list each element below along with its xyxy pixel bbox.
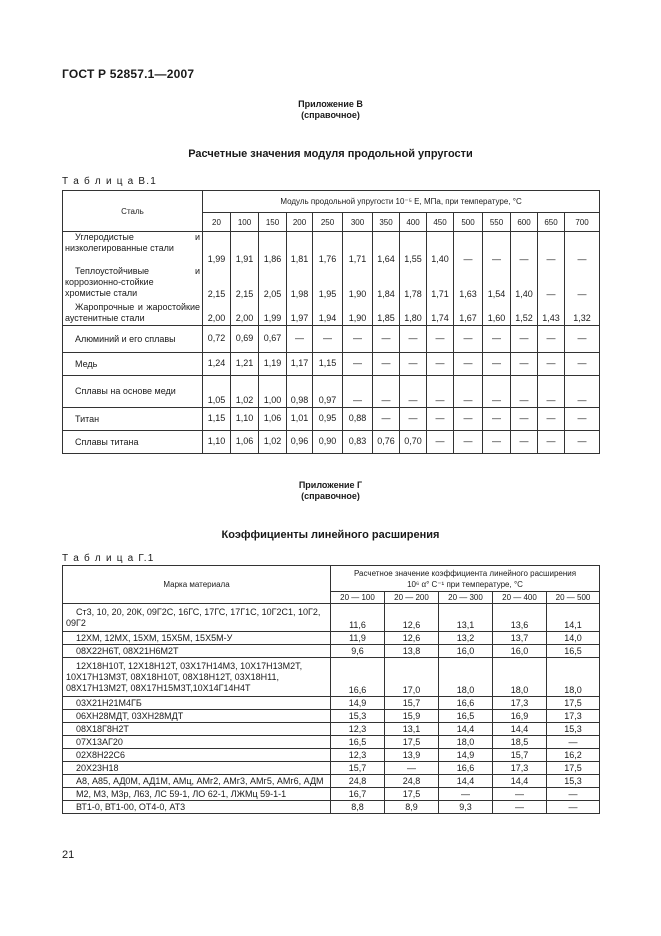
cell-value: 1,21 bbox=[231, 353, 259, 376]
table-row bbox=[63, 710, 600, 723]
col-coef-line2: 10⁶ α° С⁻¹ при температуре, °С bbox=[407, 579, 523, 589]
row-label: Сплавы титана bbox=[63, 431, 203, 454]
cell-value: — bbox=[373, 408, 400, 431]
cell-value: 14,9 bbox=[439, 749, 493, 762]
cell-value: — bbox=[373, 376, 400, 408]
cell-value: — bbox=[313, 326, 343, 353]
cell-value: — bbox=[565, 326, 600, 353]
temp-header: 300 bbox=[343, 213, 373, 232]
cell-value: — bbox=[565, 376, 600, 408]
cell-value: 1,76 bbox=[313, 232, 343, 267]
cell-value: 1,19 bbox=[259, 353, 287, 376]
cell-value: — bbox=[483, 326, 511, 353]
cell-value: 1,52 bbox=[511, 301, 538, 326]
table-row bbox=[63, 632, 600, 645]
table-row bbox=[63, 604, 600, 632]
cell-value: 15,3 bbox=[547, 723, 600, 736]
cell-value: — bbox=[427, 353, 454, 376]
temp-header: 100 bbox=[231, 213, 259, 232]
row-label: 08Х18Г8Н2Т bbox=[63, 723, 331, 736]
cell-value: 16,5 bbox=[439, 710, 493, 723]
row-label: Титан bbox=[63, 408, 203, 431]
cell-value: 16,6 bbox=[439, 697, 493, 710]
table-row bbox=[63, 408, 600, 431]
cell-value: 13,2 bbox=[439, 632, 493, 645]
cell-value: 17,5 bbox=[385, 788, 439, 801]
row-label: Углеродистые и низколегированные стали bbox=[63, 232, 203, 267]
cell-value: 16,7 bbox=[331, 788, 385, 801]
table-row bbox=[63, 645, 600, 658]
row-label: 06ХН28МДТ, 03ХН28МДТ bbox=[63, 710, 331, 723]
appendix-v-title: Приложение В bbox=[298, 99, 363, 109]
cell-value: 1,06 bbox=[259, 408, 287, 431]
cell-value: 0,96 bbox=[287, 431, 313, 454]
range-header: 20 — 400 bbox=[493, 592, 547, 604]
cell-value: 15,3 bbox=[547, 775, 600, 788]
cell-value: 1,64 bbox=[373, 232, 400, 267]
temp-header: 600 bbox=[511, 213, 538, 232]
cell-value: 1,85 bbox=[373, 301, 400, 326]
cell-value: — bbox=[547, 788, 600, 801]
row-label: А8, А85, АД0М, АД1М, АМц, АМг2, АМг3, АМг5, АМг6, АДМ bbox=[63, 775, 331, 788]
cell-value: 1,10 bbox=[231, 408, 259, 431]
cell-value: 0,98 bbox=[287, 376, 313, 408]
row-label: Жаропрочные и жаростойкие аустенитные стали bbox=[63, 301, 203, 326]
table-row bbox=[63, 376, 600, 408]
col-material-header: Марка материала bbox=[63, 566, 331, 604]
cell-value: — bbox=[287, 326, 313, 353]
cell-value: 17,3 bbox=[547, 710, 600, 723]
temp-header: 150 bbox=[259, 213, 287, 232]
cell-value: — bbox=[400, 326, 427, 353]
cell-value: — bbox=[565, 266, 600, 301]
cell-value: — bbox=[511, 408, 538, 431]
table-row bbox=[63, 723, 600, 736]
cell-value: 0,88 bbox=[343, 408, 373, 431]
range-header: 20 — 500 bbox=[547, 592, 600, 604]
table-row bbox=[63, 801, 600, 814]
table-row bbox=[63, 232, 600, 267]
cell-value: — bbox=[343, 326, 373, 353]
cell-value: — bbox=[439, 788, 493, 801]
temp-header: 500 bbox=[454, 213, 483, 232]
cell-value: 1,24 bbox=[203, 353, 231, 376]
cell-value: 1,71 bbox=[343, 232, 373, 267]
cell-value: 15,3 bbox=[331, 710, 385, 723]
cell-value: 13,1 bbox=[439, 604, 493, 632]
cell-value: 2,00 bbox=[231, 301, 259, 326]
cell-value: — bbox=[483, 232, 511, 267]
cell-value: 24,8 bbox=[385, 775, 439, 788]
temp-header: 400 bbox=[400, 213, 427, 232]
cell-value: 14,4 bbox=[493, 723, 547, 736]
cell-value: — bbox=[427, 376, 454, 408]
cell-value: 12,3 bbox=[331, 723, 385, 736]
table-v1-caption: Т а б л и ц а В.1 bbox=[62, 176, 157, 187]
cell-value: 1,71 bbox=[427, 266, 454, 301]
cell-value: 2,05 bbox=[259, 266, 287, 301]
cell-value: — bbox=[483, 376, 511, 408]
cell-value: 13,9 bbox=[385, 749, 439, 762]
cell-value: 14,1 bbox=[547, 604, 600, 632]
table-row bbox=[63, 266, 600, 301]
cell-value: 17,0 bbox=[385, 658, 439, 697]
cell-value: — bbox=[427, 431, 454, 454]
cell-value: 24,8 bbox=[331, 775, 385, 788]
table-v1 bbox=[62, 190, 600, 454]
cell-value: 1,84 bbox=[373, 266, 400, 301]
cell-value: — bbox=[538, 266, 565, 301]
cell-value: — bbox=[547, 801, 600, 814]
cell-value: — bbox=[454, 232, 483, 267]
cell-value: 1,99 bbox=[203, 232, 231, 267]
appendix-g-title: Приложение Г bbox=[298, 480, 363, 490]
row-label: Медь bbox=[63, 353, 203, 376]
cell-value: 15,9 bbox=[385, 710, 439, 723]
table-g1-caption: Т а б л и ц а Г.1 bbox=[62, 553, 155, 564]
cell-value: 1,81 bbox=[287, 232, 313, 267]
temp-header: 450 bbox=[427, 213, 454, 232]
cell-value: 11,9 bbox=[331, 632, 385, 645]
row-label: 12ХМ, 12МХ, 15ХМ, 15Х5М, 15Х5М-У bbox=[63, 632, 331, 645]
cell-value: 17,3 bbox=[493, 697, 547, 710]
cell-value: 16,2 bbox=[547, 749, 600, 762]
cell-value: 0,90 bbox=[313, 431, 343, 454]
temp-header: 20 bbox=[203, 213, 231, 232]
cell-value: — bbox=[483, 431, 511, 454]
cell-value: 14,4 bbox=[439, 723, 493, 736]
cell-value: 0,72 bbox=[203, 326, 231, 353]
cell-value: — bbox=[385, 762, 439, 775]
cell-value: 9,6 bbox=[331, 645, 385, 658]
col-coef-line1: Расчетное значение коэффициента линейного расширения bbox=[353, 568, 577, 578]
cell-value: 1,67 bbox=[454, 301, 483, 326]
appendix-g-note: (справочное) bbox=[301, 491, 360, 501]
cell-value: — bbox=[427, 408, 454, 431]
cell-value: 15,7 bbox=[493, 749, 547, 762]
cell-value: 2,15 bbox=[231, 266, 259, 301]
cell-value: — bbox=[343, 353, 373, 376]
row-label: 07Х13АГ20 bbox=[63, 736, 331, 749]
table-row bbox=[63, 749, 600, 762]
row-label: Теплоустойчивые и коррозионно-стойкие хромистые стали bbox=[63, 266, 203, 301]
row-label: Сплавы на основе меди bbox=[63, 376, 203, 408]
range-header: 20 — 200 bbox=[385, 592, 439, 604]
table-row bbox=[63, 788, 600, 801]
cell-value: 9,3 bbox=[439, 801, 493, 814]
cell-value: 1,32 bbox=[565, 301, 600, 326]
cell-value: — bbox=[483, 353, 511, 376]
row-label: 12Х18Н10Т, 12Х18Н12Т, 03Х17Н14М3, 10Х17Н13М2Т, 10Х17Н13М3Т, 08Х18Н10Т, 08Х18Н12Т, 03Х18Н11, 08Х17Н13М2Т, 08Х17Н15М3Т,10Х14Г14Н4Т bbox=[63, 658, 331, 697]
cell-value: — bbox=[400, 353, 427, 376]
row-label: 20Х23Н18 bbox=[63, 762, 331, 775]
cell-value: 1,06 bbox=[231, 431, 259, 454]
cell-value: — bbox=[454, 353, 483, 376]
cell-value: 1,43 bbox=[538, 301, 565, 326]
page-number: 21 bbox=[62, 849, 75, 861]
cell-value: 16,6 bbox=[331, 658, 385, 697]
table-row bbox=[63, 775, 600, 788]
cell-value: 14,0 bbox=[547, 632, 600, 645]
row-label: ВТ1-0, ВТ1-00, ОТ4-0, АТ3 bbox=[63, 801, 331, 814]
cell-value: 12,6 bbox=[385, 604, 439, 632]
table-row bbox=[63, 301, 600, 326]
cell-value: 1,95 bbox=[313, 266, 343, 301]
cell-value: — bbox=[511, 431, 538, 454]
cell-value: 13,7 bbox=[493, 632, 547, 645]
table-row bbox=[63, 353, 600, 376]
cell-value: — bbox=[454, 408, 483, 431]
cell-value: 16,0 bbox=[493, 645, 547, 658]
range-header: 20 — 300 bbox=[439, 592, 493, 604]
cell-value: 16,5 bbox=[331, 736, 385, 749]
cell-value: 0,76 bbox=[373, 431, 400, 454]
cell-value: 0,69 bbox=[231, 326, 259, 353]
cell-value: 1,55 bbox=[400, 232, 427, 267]
row-label: Ст3, 10, 20, 20К, 09Г2С, 16ГС, 17ГС, 17Г1С, 10Г2С1, 10Г2, 09Г2 bbox=[63, 604, 331, 632]
cell-value: — bbox=[454, 431, 483, 454]
row-label: 08Х22Н6Т, 08Х21Н6М2Т bbox=[63, 645, 331, 658]
cell-value: 1,86 bbox=[259, 232, 287, 267]
cell-value: 1,17 bbox=[287, 353, 313, 376]
cell-value: 1,54 bbox=[483, 266, 511, 301]
cell-value: 16,0 bbox=[439, 645, 493, 658]
cell-value: 17,5 bbox=[547, 697, 600, 710]
table-row bbox=[63, 762, 600, 775]
cell-value: — bbox=[493, 788, 547, 801]
cell-value: 1,98 bbox=[287, 266, 313, 301]
cell-value: 17,5 bbox=[385, 736, 439, 749]
cell-value: 1,05 bbox=[203, 376, 231, 408]
cell-value: 18,5 bbox=[493, 736, 547, 749]
cell-value: — bbox=[454, 326, 483, 353]
col-steel-header: Сталь bbox=[63, 191, 203, 232]
cell-value: 1,91 bbox=[231, 232, 259, 267]
cell-value: 16,9 bbox=[493, 710, 547, 723]
cell-value: — bbox=[343, 376, 373, 408]
cell-value: — bbox=[538, 376, 565, 408]
temp-header: 700 bbox=[565, 213, 600, 232]
cell-value: 1,97 bbox=[287, 301, 313, 326]
cell-value: 1,63 bbox=[454, 266, 483, 301]
cell-value: — bbox=[511, 326, 538, 353]
cell-value: 14,9 bbox=[331, 697, 385, 710]
cell-value: 1,00 bbox=[259, 376, 287, 408]
cell-value: 16,5 bbox=[547, 645, 600, 658]
cell-value: — bbox=[511, 232, 538, 267]
cell-value: 2,15 bbox=[203, 266, 231, 301]
cell-value: — bbox=[427, 326, 454, 353]
cell-value: — bbox=[547, 736, 600, 749]
temp-header: 350 bbox=[373, 213, 400, 232]
cell-value: 1,01 bbox=[287, 408, 313, 431]
row-label: 03Х21Н21М4ГБ bbox=[63, 697, 331, 710]
cell-value: — bbox=[538, 431, 565, 454]
cell-value: 1,80 bbox=[400, 301, 427, 326]
cell-value: 16,6 bbox=[439, 762, 493, 775]
cell-value: 0,70 bbox=[400, 431, 427, 454]
row-label: Алюминий и его сплавы bbox=[63, 326, 203, 353]
col-coef-header bbox=[331, 566, 600, 592]
cell-value: 13,1 bbox=[385, 723, 439, 736]
cell-value: 11,6 bbox=[331, 604, 385, 632]
cell-value: 1,02 bbox=[259, 431, 287, 454]
cell-value: 2,00 bbox=[203, 301, 231, 326]
cell-value: 0,83 bbox=[343, 431, 373, 454]
cell-value: — bbox=[511, 353, 538, 376]
cell-value: — bbox=[511, 376, 538, 408]
temp-header: 250 bbox=[313, 213, 343, 232]
table-g1 bbox=[62, 565, 600, 814]
cell-value: 14,4 bbox=[439, 775, 493, 788]
cell-value: — bbox=[538, 326, 565, 353]
cell-value: 1,90 bbox=[343, 301, 373, 326]
cell-value: 14,4 bbox=[493, 775, 547, 788]
cell-value: 18,0 bbox=[439, 736, 493, 749]
temp-header: 200 bbox=[287, 213, 313, 232]
cell-value: 0,97 bbox=[313, 376, 343, 408]
cell-value: 1,40 bbox=[511, 266, 538, 301]
cell-value: — bbox=[400, 376, 427, 408]
cell-value: 1,99 bbox=[259, 301, 287, 326]
row-label: М2, М3, М3р, Л63, ЛС 59-1, ЛО 62-1, ЛЖМц 59-1-1 bbox=[63, 788, 331, 801]
cell-value: 1,74 bbox=[427, 301, 454, 326]
cell-value: — bbox=[538, 232, 565, 267]
cell-value: 0,67 bbox=[259, 326, 287, 353]
appendix-v-note: (справочное) bbox=[301, 110, 360, 120]
cell-value: 12,3 bbox=[331, 749, 385, 762]
cell-value: 18,0 bbox=[547, 658, 600, 697]
cell-value: 1,10 bbox=[203, 431, 231, 454]
cell-value: 17,3 bbox=[493, 762, 547, 775]
table-row bbox=[63, 736, 600, 749]
appendix-g-heading: Коэффициенты линейного расширения bbox=[221, 529, 440, 541]
cell-value: — bbox=[538, 408, 565, 431]
appendix-v-heading: Расчетные значения модуля продольной упругости bbox=[188, 148, 473, 160]
cell-value: 12,6 bbox=[385, 632, 439, 645]
cell-value: — bbox=[400, 408, 427, 431]
table-row bbox=[63, 697, 600, 710]
cell-value: 1,90 bbox=[343, 266, 373, 301]
cell-value: — bbox=[373, 353, 400, 376]
cell-value: — bbox=[565, 431, 600, 454]
cell-value: — bbox=[454, 376, 483, 408]
cell-value: 17,5 bbox=[547, 762, 600, 775]
cell-value: 0,95 bbox=[313, 408, 343, 431]
range-header: 20 — 100 bbox=[331, 592, 385, 604]
cell-value: 18,0 bbox=[439, 658, 493, 697]
cell-value: 1,40 bbox=[427, 232, 454, 267]
table-row bbox=[63, 658, 600, 697]
cell-value: 1,60 bbox=[483, 301, 511, 326]
cell-value: 1,02 bbox=[231, 376, 259, 408]
cell-value: 8,9 bbox=[385, 801, 439, 814]
document-code: ГОСТ Р 52857.1—2007 bbox=[62, 67, 195, 81]
row-label: 02Х8Н22С6 bbox=[63, 749, 331, 762]
cell-value: — bbox=[373, 326, 400, 353]
cell-value: 13,6 bbox=[493, 604, 547, 632]
table-row bbox=[63, 326, 600, 353]
cell-value: 1,15 bbox=[203, 408, 231, 431]
temp-header: 650 bbox=[538, 213, 565, 232]
cell-value: — bbox=[538, 353, 565, 376]
cell-value: 8,8 bbox=[331, 801, 385, 814]
temp-header: 550 bbox=[483, 213, 511, 232]
cell-value: — bbox=[565, 408, 600, 431]
cell-value: 1,78 bbox=[400, 266, 427, 301]
cell-value: — bbox=[483, 408, 511, 431]
cell-value: 15,7 bbox=[385, 697, 439, 710]
cell-value: 18,0 bbox=[493, 658, 547, 697]
col-modulus-header: Модуль продольной упругости 10⁻⁵ E, МПа, при температуре, °С bbox=[203, 191, 600, 213]
cell-value: 1,94 bbox=[313, 301, 343, 326]
cell-value: 13,8 bbox=[385, 645, 439, 658]
cell-value: 1,15 bbox=[313, 353, 343, 376]
table-row bbox=[63, 431, 600, 454]
cell-value: — bbox=[565, 353, 600, 376]
cell-value: — bbox=[493, 801, 547, 814]
cell-value: — bbox=[565, 232, 600, 267]
cell-value: 15,7 bbox=[331, 762, 385, 775]
